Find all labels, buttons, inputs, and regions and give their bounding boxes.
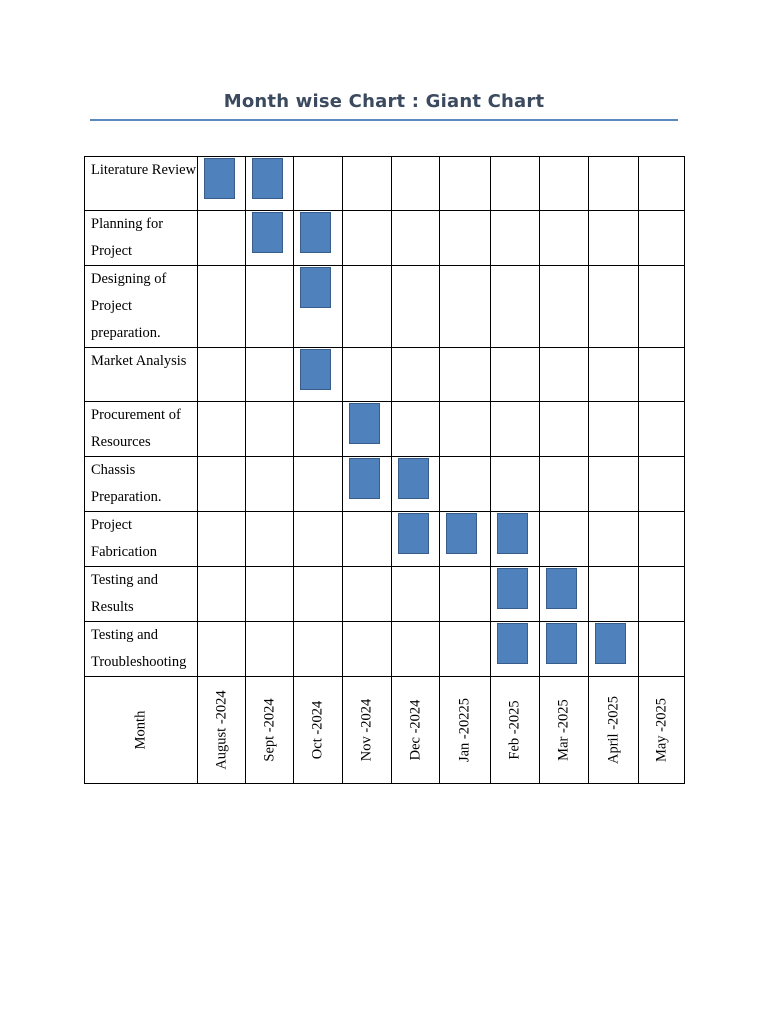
month-label: Feb -2025: [506, 700, 523, 760]
cell-1-7: [540, 211, 589, 266]
cell-5-5: [440, 457, 491, 512]
cell-6-4: [392, 512, 440, 567]
cell-4-0: [198, 402, 246, 457]
activity-bar: [398, 513, 429, 554]
month-label: Sept -2024: [261, 698, 277, 762]
cell-5-7: [540, 457, 589, 512]
cell-4-1: [246, 402, 294, 457]
month-cell: [343, 677, 392, 784]
table-row: [85, 457, 685, 512]
cell-8-4: [392, 622, 440, 677]
month-cell: [198, 677, 246, 784]
month-header-label: Month: [132, 710, 149, 750]
cell-4-7: [540, 402, 589, 457]
activity-bar: [497, 513, 528, 554]
cell-5-8: [589, 457, 639, 512]
cell-0-7: [540, 157, 589, 211]
activity-bar: [252, 158, 283, 199]
activity-bar: [349, 403, 380, 444]
cell-3-2: [294, 348, 343, 402]
cell-3-3: [343, 348, 392, 402]
title-underline: [90, 119, 678, 121]
table-row: [85, 211, 685, 266]
task-label: Procurement of Resources: [85, 402, 198, 457]
cell-4-4: [392, 402, 440, 457]
cell-1-9: [639, 211, 685, 266]
cell-0-5: [440, 157, 491, 211]
cell-8-7: [540, 622, 589, 677]
cell-3-5: [440, 348, 491, 402]
cell-2-5: [440, 266, 491, 348]
cell-3-1: [246, 348, 294, 402]
cell-7-7: [540, 567, 589, 622]
cell-7-3: [343, 567, 392, 622]
task-label: Project Fabrication: [85, 512, 198, 567]
cell-2-4: [392, 266, 440, 348]
cell-2-9: [639, 266, 685, 348]
activity-bar: [595, 623, 626, 664]
cell-0-9: [639, 157, 685, 211]
cell-5-3: [343, 457, 392, 512]
cell-4-5: [440, 402, 491, 457]
activity-bar: [546, 568, 577, 609]
cell-2-3: [343, 266, 392, 348]
activity-bar: [252, 212, 283, 253]
month-label: May -2025: [653, 697, 669, 763]
cell-7-4: [392, 567, 440, 622]
month-cell: [491, 677, 540, 784]
cell-2-8: [589, 266, 639, 348]
cell-6-3: [343, 512, 392, 567]
cell-6-6: [491, 512, 540, 567]
month-cell: [294, 677, 343, 784]
cell-5-1: [246, 457, 294, 512]
month-header-row: [85, 677, 685, 784]
cell-8-1: [246, 622, 294, 677]
month-label: April -2025: [605, 695, 621, 765]
task-label: Designing of Project preparation.: [85, 266, 198, 348]
cell-1-8: [589, 211, 639, 266]
page-title: Month wise Chart : Giant Chart: [223, 91, 545, 112]
gantt-body: [85, 157, 685, 784]
cell-4-6: [491, 402, 540, 457]
cell-6-5: [440, 512, 491, 567]
task-label: Testing and Troubleshooting: [85, 622, 198, 677]
table-row: [85, 512, 685, 567]
cell-8-2: [294, 622, 343, 677]
cell-4-9: [639, 402, 685, 457]
activity-bar: [398, 458, 429, 499]
cell-7-9: [639, 567, 685, 622]
task-label: Planning for Project: [85, 211, 198, 266]
task-label: Literature Review: [85, 157, 198, 211]
cell-6-9: [639, 512, 685, 567]
activity-bar: [204, 158, 235, 199]
month-label: Nov -2024: [358, 698, 375, 762]
cell-1-0: [198, 211, 246, 266]
cell-0-6: [491, 157, 540, 211]
cell-5-4: [392, 457, 440, 512]
cell-7-1: [246, 567, 294, 622]
cell-2-0: [198, 266, 246, 348]
month-label: Dec -2024: [407, 699, 423, 761]
month-cell: [589, 677, 639, 784]
month-label: Oct -2024: [309, 700, 326, 760]
cell-3-4: [392, 348, 440, 402]
cell-6-1: [246, 512, 294, 567]
activity-bar: [497, 568, 528, 609]
cell-5-6: [491, 457, 540, 512]
cell-7-5: [440, 567, 491, 622]
month-label: Mar -2025: [555, 699, 572, 761]
cell-8-8: [589, 622, 639, 677]
task-label: Market Analysis: [85, 348, 198, 402]
cell-4-3: [343, 402, 392, 457]
cell-6-2: [294, 512, 343, 567]
cell-0-2: [294, 157, 343, 211]
cell-8-9: [639, 622, 685, 677]
cell-1-5: [440, 211, 491, 266]
task-label: Chassis Preparation.: [85, 457, 198, 512]
cell-1-4: [392, 211, 440, 266]
cell-3-8: [589, 348, 639, 402]
cell-5-9: [639, 457, 685, 512]
cell-8-6: [491, 622, 540, 677]
cell-2-2: [294, 266, 343, 348]
activity-bar: [300, 267, 331, 308]
cell-3-6: [491, 348, 540, 402]
activity-bar: [497, 623, 528, 664]
cell-0-4: [392, 157, 440, 211]
cell-6-7: [540, 512, 589, 567]
month-label: Jan -20225: [456, 697, 473, 763]
cell-2-1: [246, 266, 294, 348]
activity-bar: [546, 623, 577, 664]
month-cell: [639, 677, 685, 784]
cell-1-1: [246, 211, 294, 266]
cell-0-0: [198, 157, 246, 211]
cell-4-8: [589, 402, 639, 457]
cell-8-0: [198, 622, 246, 677]
cell-7-2: [294, 567, 343, 622]
cell-1-2: [294, 211, 343, 266]
cell-2-7: [540, 266, 589, 348]
activity-bar: [300, 212, 331, 253]
cell-7-0: [198, 567, 246, 622]
cell-4-2: [294, 402, 343, 457]
gantt-table: [84, 156, 685, 784]
cell-5-0: [198, 457, 246, 512]
cell-5-2: [294, 457, 343, 512]
cell-7-6: [491, 567, 540, 622]
cell-8-3: [343, 622, 392, 677]
cell-0-3: [343, 157, 392, 211]
cell-7-8: [589, 567, 639, 622]
activity-bar: [300, 349, 331, 390]
cell-3-0: [198, 348, 246, 402]
cell-8-5: [440, 622, 491, 677]
month-cell: [540, 677, 589, 784]
table-row: [85, 402, 685, 457]
cell-1-6: [491, 211, 540, 266]
cell-0-8: [589, 157, 639, 211]
cell-3-9: [639, 348, 685, 402]
table-row: [85, 622, 685, 677]
cell-6-8: [589, 512, 639, 567]
month-cell: [246, 677, 294, 784]
table-row: [85, 348, 685, 402]
table-row: [85, 157, 685, 211]
activity-bar: [349, 458, 380, 499]
month-label: August -2024: [213, 690, 229, 770]
cell-2-6: [491, 266, 540, 348]
cell-0-1: [246, 157, 294, 211]
task-label: Testing and Results: [85, 567, 198, 622]
table-row: [85, 567, 685, 622]
table-row: [85, 266, 685, 348]
cell-6-0: [198, 512, 246, 567]
cell-1-3: [343, 211, 392, 266]
cell-3-7: [540, 348, 589, 402]
month-cell: [392, 677, 440, 784]
month-cell: [440, 677, 491, 784]
activity-bar: [446, 513, 477, 554]
month-header-cell: [85, 677, 198, 784]
